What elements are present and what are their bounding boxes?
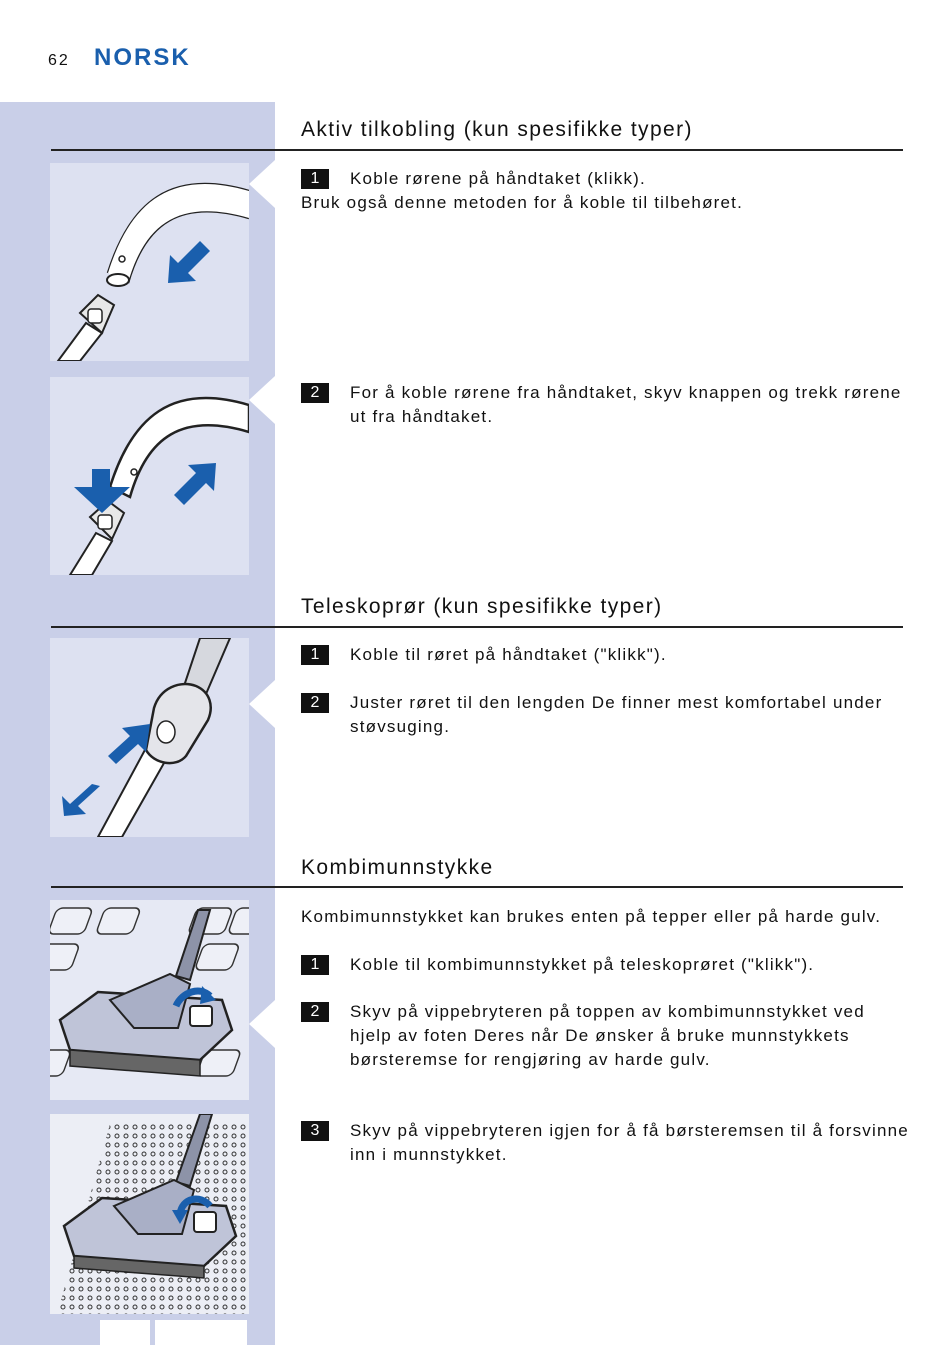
language-heading: NORSK bbox=[94, 44, 191, 71]
step-number: 1 bbox=[301, 169, 329, 189]
nozzle-carpet-drawing bbox=[50, 1114, 249, 1314]
step-number: 2 bbox=[301, 1002, 329, 1022]
handle-release-drawing bbox=[50, 377, 249, 575]
illustration-nozzle-hard-floor bbox=[50, 900, 249, 1100]
step-text: For å koble rørene fra håndtaket, skyv knappen og trekk rørene ut fra håndtaket. bbox=[350, 383, 902, 426]
section-intro: Kombimunnstykket kan brukes enten på tepper eller på harde gulv. bbox=[301, 907, 882, 926]
illustration-telescopic-tube bbox=[50, 638, 249, 837]
pointer-wedge-4 bbox=[249, 1000, 275, 1048]
pointer-wedge-1 bbox=[249, 160, 275, 208]
section-title-telescopic-tube: Teleskoprør (kun spesifikke typer) bbox=[301, 595, 663, 618]
section-rule-1 bbox=[51, 149, 903, 151]
page-number: 62 bbox=[48, 52, 70, 69]
step-text: Koble til røret på håndtaket ("klikk"). bbox=[350, 645, 667, 664]
step-text: Koble rørene på håndtaket (klikk). bbox=[350, 169, 646, 188]
telescopic-tube-drawing bbox=[50, 638, 249, 837]
step-number: 2 bbox=[301, 383, 329, 403]
step-number: 3 bbox=[301, 1121, 329, 1141]
step-text: Skyv på vippebryteren igjen for å få børsteremsen til å forsvinne inn i munnstykket. bbox=[350, 1121, 909, 1164]
step-number: 2 bbox=[301, 693, 329, 713]
step-text: Skyv på vippebryteren på toppen av kombimunnstykket ved hjelp av foten Deres når De ønsker å bruke munnstykkets børsteremse for rengjøring av harde gulv. bbox=[350, 1002, 865, 1069]
section-title-active-connection: Aktiv tilkobling (kun spesifikke typer) bbox=[301, 118, 693, 141]
nozzle-hard-floor-drawing bbox=[50, 900, 249, 1100]
step-note: Bruk også denne metoden for å koble til tilbehøret. bbox=[301, 193, 744, 212]
pointer-wedge-3 bbox=[249, 680, 275, 728]
step-text: Juster røret til den lengden De finner mest komfortabel under støvsuging. bbox=[350, 693, 883, 736]
pointer-wedge-2 bbox=[249, 376, 275, 424]
step-text: Koble til kombimunnstykket på teleskoprøret ("klikk"). bbox=[350, 955, 815, 974]
illustration-handle-release bbox=[50, 377, 249, 575]
illustration-handle-connect bbox=[50, 163, 249, 361]
section-title-combination-nozzle: Kombimunnstykke bbox=[301, 856, 494, 879]
step-number: 1 bbox=[301, 645, 329, 665]
section-rule-3 bbox=[51, 886, 903, 888]
bottom-strip-1 bbox=[100, 1320, 150, 1345]
handle-connect-drawing bbox=[50, 163, 249, 361]
bottom-strip-2 bbox=[155, 1320, 247, 1345]
step-number: 1 bbox=[301, 955, 329, 975]
section-rule-2 bbox=[51, 626, 903, 628]
illustration-nozzle-carpet bbox=[50, 1114, 249, 1314]
